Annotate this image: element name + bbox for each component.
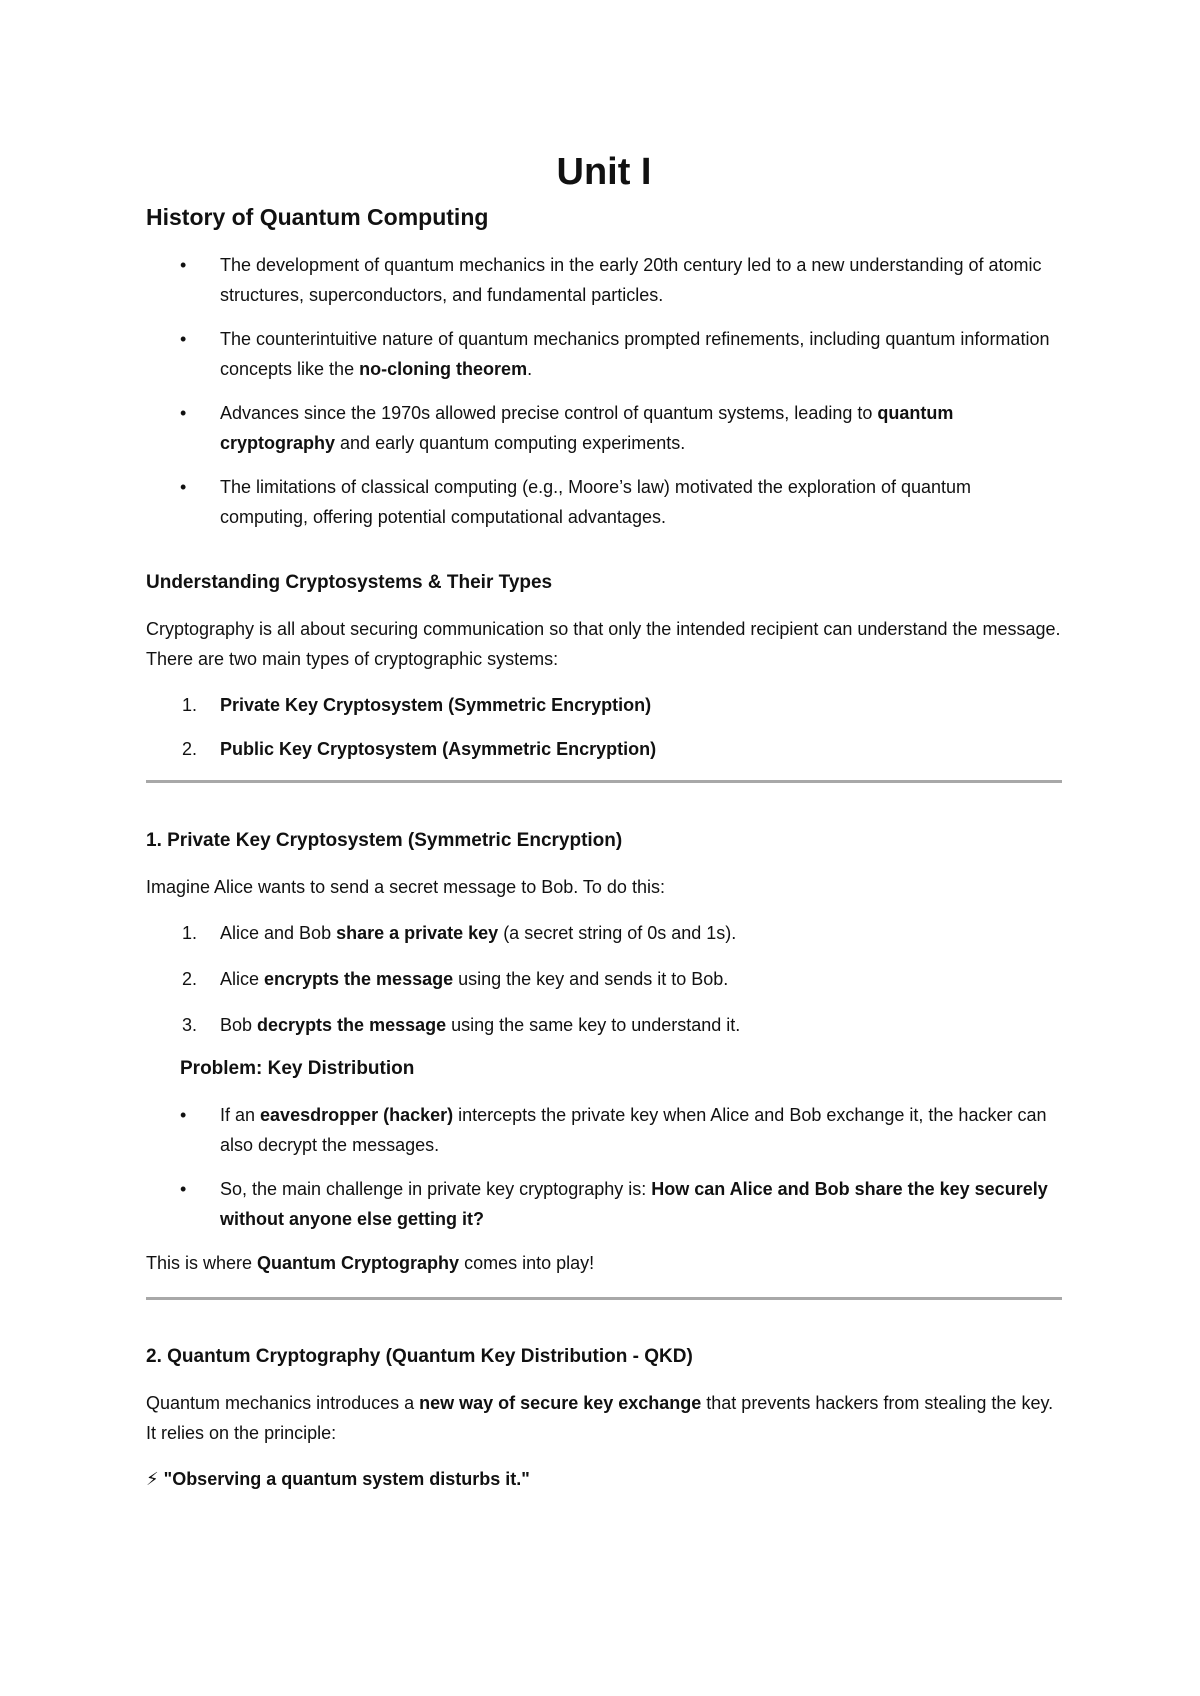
bullet-icon: • xyxy=(180,403,187,423)
page-title: Unit I xyxy=(556,151,652,193)
cryptosystems-heading: Understanding Cryptosystems & Their Types xyxy=(146,572,553,593)
qkd-principle: ⚡ "Observing a quantum system disturbs it." xyxy=(146,1469,530,1489)
bullet-icon: • xyxy=(180,1105,187,1125)
bullet-text: Advances since the 1970s allowed precise control of quantum systems, leading to quantum cryptography and early quantum computing experiments. xyxy=(220,403,954,453)
bullet-text: The limitations of classical computing (e.g., Moore’s law) motivated the exploration of quantum computing, offering potential computational advantages. xyxy=(220,477,972,527)
private-key-intro: Imagine Alice wants to send a secret message to Bob. To do this: xyxy=(146,877,665,897)
private-key-outro: This is where Quantum Cryptography comes into play! xyxy=(146,1253,595,1273)
bullet-icon: • xyxy=(180,1179,187,1199)
document-page: Unit I History of Quantum Computing • The development of quantum mechanics in the early 20th century led to a new understanding of atomic structures, superconductors, and fundamental particles. • The counterintuitive nature of quantum mechanics prompted refinements, including quantum information concepts like the no-cloning theorem. • Advances since the 1970s allowed precise control of quantum systems, leading to quantum cryptography and early quantum computing experiments. • The limitations of classical computing (e.g., Moore’s law) motivated the exploration of quantum computing, offering potential computational advantages. Understanding Cryptosystems & Their Types Cryptography is all about securing communication so that only the intended recipient can understand the message. There are two main types of cryptographic systems: 1. Private Key Cryptosystem (Symmetric Encryption) 2. Public Key Cryptosystem (Asymmetric Encryption) 1. Private Key Cryptosystem (Symmetric Encryption) Imagine Alice wants to send a secret message to Bob. To do this: 1. Alice and Bob share a private key (a secret string of 0s and 1s). 2. Alice encrypts the message using the key and sends it to Bob. 3. Bob decrypts the message using the same key to understand it. Problem: Key Distribution • If an eavesdropper (hacker) intercepts the private key when Alice and Bob exchange it, the hacker can also decrypt the messages. • So, the main challenge in private key cryptography is: How can Alice and Bob share the key securely without anyone else getting it? This is where Quantum Cryptography comes into play! 2. Quantum Cryptography (Quantum Key Distribution - QKD) Quantum mechanics introduces a new way of secure key exchange that prevents hackers from stealing the key. It relies on the principle: ⚡ "Observing a quantum system disturbs it." xyxy=(0,0,1200,1696)
section-divider xyxy=(146,780,1062,783)
qkd-intro: Quantum mechanics introduces a new way of secure key exchange that prevents hackers from stealing the key. It relies on the principle: xyxy=(146,1393,1054,1443)
bullet-text: The counterintuitive nature of quantum mechanics prompted refinements, including quantum information concepts like the no-cloning theorem. xyxy=(220,329,1050,379)
bullet-text: The development of quantum mechanics in the early 20th century led to a new understanding of atomic structures, superconductors, and fundamental particles. xyxy=(220,255,1042,305)
qkd-heading: 2. Quantum Cryptography (Quantum Key Distribution - QKD) xyxy=(146,1346,693,1367)
private-key-heading: 1. Private Key Cryptosystem (Symmetric Encryption) xyxy=(146,830,623,851)
cryptosystems-intro: Cryptography is all about securing communication so that only the intended recipient can understand the message. There are two main types of cryptographic systems: xyxy=(146,619,1061,669)
problem-heading: Problem: Key Distribution xyxy=(180,1058,415,1079)
lightning-icon: ⚡ xyxy=(146,1469,159,1489)
bullet-icon: • xyxy=(180,329,187,349)
section-divider xyxy=(146,1297,1062,1300)
bullet-icon: • xyxy=(180,477,187,497)
history-heading: History of Quantum Computing xyxy=(146,204,489,230)
bullet-icon: • xyxy=(180,255,187,275)
